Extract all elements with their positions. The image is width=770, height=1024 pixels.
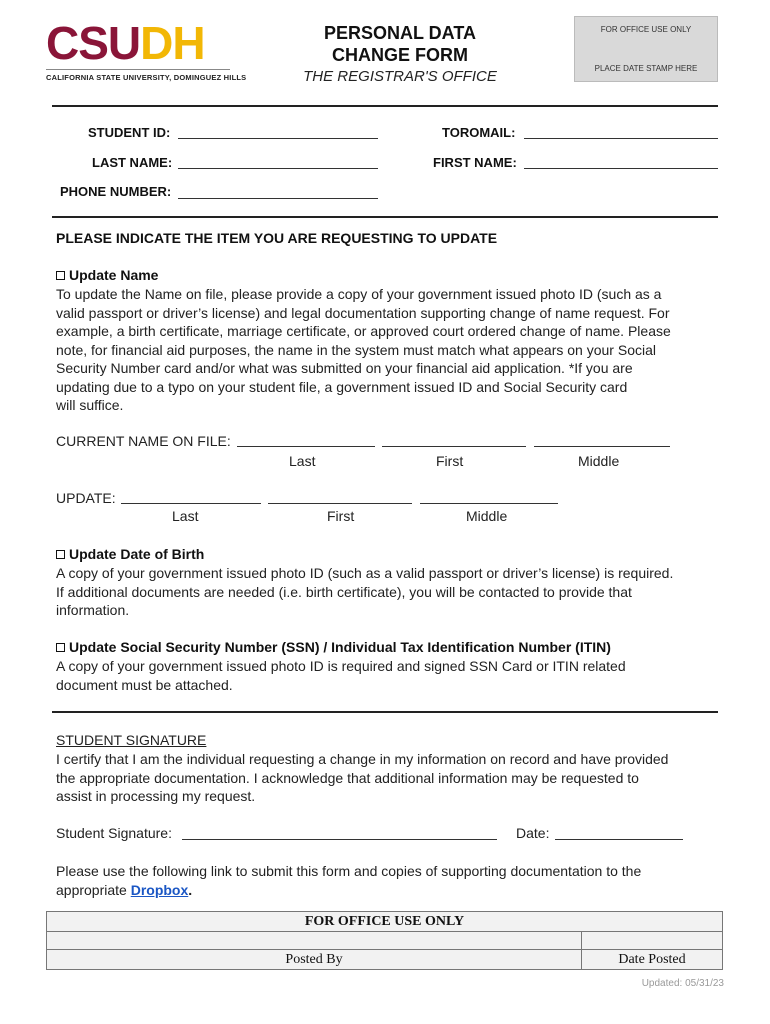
stamp-bottom-text: PLACE DATE STAMP HERE — [594, 64, 698, 73]
update-dob-heading: Update Date of Birth — [69, 546, 205, 562]
posted-by-cell[interactable] — [47, 932, 582, 950]
fields-divider — [52, 216, 718, 218]
stamp-top-text: FOR OFFICE USE ONLY — [600, 25, 692, 34]
student-signature-field[interactable] — [182, 839, 497, 840]
update-dob-text — [56, 564, 726, 620]
first-name-field[interactable] — [524, 168, 718, 169]
toromail-label: TOROMAIL: — [442, 125, 516, 140]
text-line: valid passport or driver’s license) and legal documentation supporting change of name request. For — [56, 304, 670, 321]
update-name-text — [56, 285, 726, 415]
phone-field[interactable] — [178, 198, 378, 199]
student-id-label: STUDENT ID: — [88, 125, 171, 140]
current-middle-field[interactable] — [534, 446, 670, 447]
date-posted-cell[interactable] — [582, 932, 723, 950]
update-first-field[interactable] — [268, 503, 412, 504]
submit-instructions — [56, 862, 726, 899]
current-first-field[interactable] — [382, 446, 526, 447]
update-dob-checkbox[interactable] — [56, 550, 65, 559]
office-use-table — [46, 911, 723, 970]
signature-text — [56, 750, 726, 806]
text-line: will suffice. — [56, 397, 124, 413]
last-name-field[interactable] — [178, 168, 378, 169]
student-signature-label: Student Signature: — [56, 825, 172, 841]
last-name-label: LAST NAME: — [92, 155, 173, 170]
current-middle-caption: Middle — [578, 453, 620, 469]
date-posted-label: Date Posted — [582, 950, 723, 970]
current-last-caption: Last — [289, 453, 316, 469]
update-name-checkbox[interactable] — [56, 271, 65, 280]
form-title-line1: PERSONAL DATA — [323, 23, 476, 43]
update-dob-option[interactable] — [56, 546, 204, 562]
text-line: note, for financial aid purposes, the name in the system must match what appears on your Social — [56, 341, 656, 358]
submit-line-1: Please use the following link to submit this form and copies of supporting documentation to the — [56, 863, 642, 879]
update-middle-field[interactable] — [420, 503, 558, 504]
signature-divider — [52, 711, 718, 713]
text-line: the appropriate documentation. I acknowledge that additional information may be requested to — [56, 769, 639, 786]
update-name-heading: Update Name — [69, 267, 159, 283]
text-line: I certify that I am the individual requesting a change in my information on record and have provided — [56, 751, 669, 767]
section-heading: PLEASE INDICATE THE ITEM YOU ARE REQUESTING TO UPDATE — [56, 230, 498, 246]
student-id-field[interactable] — [178, 138, 378, 139]
date-label: Date: — [516, 825, 550, 841]
text-line: document must be attached. — [56, 676, 233, 693]
phone-label: PHONE NUMBER: — [60, 184, 172, 199]
submit-line-2 — [56, 881, 726, 900]
logo-csu: CSU — [46, 17, 141, 69]
logo-subtitle: CALIFORNIA STATE UNIVERSITY, DOMINGUEZ HILLS — [46, 73, 247, 82]
signature-heading: STUDENT SIGNATURE — [56, 732, 207, 748]
text-line: If additional documents are needed (i.e. birth certificate), you will be contacted to provide that — [56, 583, 632, 600]
form-title-line2: CHANGE FORM — [332, 45, 468, 65]
submit-suffix: . — [188, 881, 193, 898]
update-ssn-text — [56, 657, 726, 694]
date-stamp-box — [574, 16, 718, 82]
text-line: A copy of your government issued photo ID (such as a valid passport or driver’s license) is required. — [56, 565, 674, 581]
update-ssn-heading: Update Social Security Number (SSN) / Individual Tax Identification Number (ITIN) — [69, 639, 611, 655]
text-line: information. — [56, 602, 130, 618]
update-name-label: UPDATE: — [56, 490, 116, 506]
update-last-caption: Last — [172, 508, 199, 524]
text-line: Security Number card and/or what was submitted on your financial aid application. *If you are — [56, 360, 633, 376]
current-first-caption: First — [436, 453, 464, 469]
update-last-field[interactable] — [121, 503, 261, 504]
csudh-logo — [46, 17, 247, 84]
toromail-field[interactable] — [524, 138, 718, 139]
posted-by-label: Posted By — [47, 950, 582, 970]
header-divider — [52, 105, 718, 107]
text-line: A copy of your government issued photo ID is required and signed SSN Card or ITIN related — [56, 658, 626, 674]
text-line: example, a birth certificate, marriage certificate, or approved court ordered change of name. Please — [56, 323, 671, 339]
office-table-title: FOR OFFICE USE ONLY — [47, 912, 723, 932]
registrar-office: THE REGISTRAR'S OFFICE — [303, 68, 497, 85]
first-name-label: FIRST NAME: — [433, 155, 517, 170]
current-name-label: CURRENT NAME ON FILE: — [56, 433, 231, 449]
submit-prefix: appropriate — [56, 881, 131, 898]
update-ssn-option[interactable] — [56, 639, 611, 655]
current-last-field[interactable] — [237, 446, 375, 447]
logo-dh: DH — [140, 17, 205, 69]
update-middle-caption: Middle — [466, 508, 508, 524]
dropbox-link[interactable]: Dropbox — [130, 881, 189, 898]
date-field[interactable] — [555, 839, 683, 840]
text-line: assist in processing my request. — [56, 788, 256, 804]
update-ssn-checkbox[interactable] — [56, 643, 65, 652]
update-name-option[interactable] — [56, 267, 158, 283]
update-first-caption: First — [327, 508, 355, 524]
text-line: To update the Name on file, please provide a copy of your government issued photo ID (such as a — [56, 286, 662, 302]
form-title — [290, 22, 510, 66]
updated-date: Updated: 05/31/23 — [641, 978, 724, 989]
text-line: updating due to a typo on your student file, a government issued ID and Social Security card — [56, 378, 628, 395]
